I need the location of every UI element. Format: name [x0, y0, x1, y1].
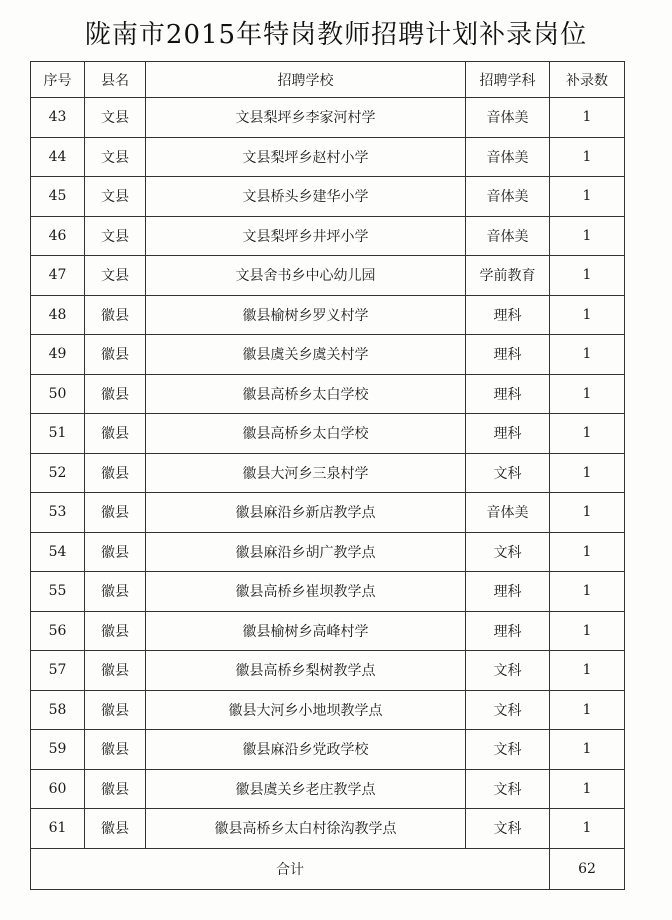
cell-school: 徽县榆树乡罗义村学	[146, 295, 466, 335]
cell-county: 徽县	[85, 572, 146, 612]
total-count: 62	[550, 848, 625, 889]
cell-no: 44	[31, 137, 85, 177]
cell-county: 文县	[85, 216, 146, 256]
cell-count: 1	[550, 532, 625, 572]
header-no: 序号	[31, 62, 85, 98]
cell-no: 52	[31, 453, 85, 493]
cell-county: 徽县	[85, 374, 146, 414]
cell-count: 1	[550, 809, 625, 849]
cell-school: 文县梨坪乡李家河村学	[146, 98, 466, 138]
cell-count: 1	[550, 690, 625, 730]
cell-county: 徽县	[85, 690, 146, 730]
cell-count: 1	[550, 572, 625, 612]
document-title: 陇南市2015年特岗教师招聘计划补录岗位	[84, 20, 588, 50]
cell-count: 1	[550, 374, 625, 414]
cell-no: 53	[31, 493, 85, 533]
table-row	[31, 335, 625, 375]
cell-count: 1	[550, 453, 625, 493]
cell-school: 徽县虞关乡虞关村学	[146, 335, 466, 375]
recruitment-table	[30, 61, 625, 890]
cell-no: 45	[31, 177, 85, 217]
cell-count: 1	[550, 98, 625, 138]
cell-subject: 音体美	[466, 98, 550, 138]
cell-school: 文县梨坪乡井坪小学	[146, 216, 466, 256]
table-row	[31, 809, 625, 849]
cell-count: 1	[550, 730, 625, 770]
table-row	[31, 611, 625, 651]
table-row	[31, 374, 625, 414]
cell-subject: 理科	[466, 374, 550, 414]
cell-county: 徽县	[85, 453, 146, 493]
cell-subject: 音体美	[466, 216, 550, 256]
cell-no: 49	[31, 335, 85, 375]
cell-no: 54	[31, 532, 85, 572]
cell-school: 徽县高桥乡崔坝教学点	[146, 572, 466, 612]
cell-subject: 文科	[466, 809, 550, 849]
cell-subject: 文科	[466, 730, 550, 770]
cell-no: 46	[31, 216, 85, 256]
cell-count: 1	[550, 414, 625, 454]
cell-school: 徽县高桥乡太白学校	[146, 414, 466, 454]
header-subject: 招聘学科	[466, 62, 550, 98]
table-row	[31, 177, 625, 217]
cell-no: 48	[31, 295, 85, 335]
cell-school: 徽县高桥乡太白学校	[146, 374, 466, 414]
cell-no: 60	[31, 769, 85, 809]
cell-no: 47	[31, 256, 85, 296]
cell-no: 50	[31, 374, 85, 414]
table-row	[31, 572, 625, 612]
cell-subject: 理科	[466, 572, 550, 612]
table-total-row	[31, 848, 625, 889]
cell-count: 1	[550, 769, 625, 809]
table-row	[31, 532, 625, 572]
cell-subject: 理科	[466, 295, 550, 335]
cell-subject: 文科	[466, 532, 550, 572]
cell-subject: 文科	[466, 690, 550, 730]
cell-count: 1	[550, 611, 625, 651]
cell-school: 文县梨坪乡赵村小学	[146, 137, 466, 177]
cell-school: 文县桥头乡建华小学	[146, 177, 466, 217]
cell-subject: 学前教育	[466, 256, 550, 296]
cell-county: 文县	[85, 137, 146, 177]
cell-county: 文县	[85, 98, 146, 138]
header-county: 县名	[85, 62, 146, 98]
cell-county: 徽县	[85, 493, 146, 533]
table-row	[31, 216, 625, 256]
cell-county: 徽县	[85, 611, 146, 651]
cell-count: 1	[550, 335, 625, 375]
cell-county: 徽县	[85, 414, 146, 454]
cell-count: 1	[550, 651, 625, 691]
cell-county: 徽县	[85, 730, 146, 770]
cell-county: 徽县	[85, 769, 146, 809]
cell-count: 1	[550, 216, 625, 256]
cell-no: 55	[31, 572, 85, 612]
cell-no: 57	[31, 651, 85, 691]
header-school: 招聘学校	[146, 62, 466, 98]
cell-school: 徽县高桥乡太白村徐沟教学点	[146, 809, 466, 849]
table-row	[31, 137, 625, 177]
cell-subject: 文科	[466, 651, 550, 691]
table-row	[31, 256, 625, 296]
table-header-row	[31, 62, 625, 98]
cell-count: 1	[550, 137, 625, 177]
cell-no: 43	[31, 98, 85, 138]
table-row	[31, 98, 625, 138]
cell-county: 文县	[85, 177, 146, 217]
cell-count: 1	[550, 295, 625, 335]
cell-county: 徽县	[85, 532, 146, 572]
cell-school: 徽县高桥乡梨树教学点	[146, 651, 466, 691]
table-row	[31, 414, 625, 454]
cell-subject: 文科	[466, 453, 550, 493]
cell-school: 徽县榆树乡高峰村学	[146, 611, 466, 651]
cell-county: 徽县	[85, 651, 146, 691]
cell-count: 1	[550, 493, 625, 533]
header-count: 补录数	[550, 62, 625, 98]
cell-no: 61	[31, 809, 85, 849]
cell-subject: 文科	[466, 769, 550, 809]
cell-subject: 理科	[466, 414, 550, 454]
cell-no: 58	[31, 690, 85, 730]
cell-no: 51	[31, 414, 85, 454]
table-row	[31, 651, 625, 691]
table-row	[31, 690, 625, 730]
cell-county: 徽县	[85, 335, 146, 375]
cell-subject: 音体美	[466, 493, 550, 533]
cell-subject: 理科	[466, 611, 550, 651]
cell-school: 徽县大河乡小地坝教学点	[146, 690, 466, 730]
cell-school: 徽县虞关乡老庄教学点	[146, 769, 466, 809]
cell-no: 56	[31, 611, 85, 651]
cell-county: 徽县	[85, 295, 146, 335]
cell-school: 徽县麻沿乡新店教学点	[146, 493, 466, 533]
table-row	[31, 730, 625, 770]
cell-count: 1	[550, 256, 625, 296]
cell-school: 徽县大河乡三泉村学	[146, 453, 466, 493]
cell-no: 59	[31, 730, 85, 770]
table-row	[31, 295, 625, 335]
cell-subject: 音体美	[466, 177, 550, 217]
table-row	[31, 493, 625, 533]
cell-county: 文县	[85, 256, 146, 296]
cell-school: 文县舍书乡中心幼儿园	[146, 256, 466, 296]
cell-count: 1	[550, 177, 625, 217]
cell-school: 徽县麻沿乡党政学校	[146, 730, 466, 770]
table-row	[31, 453, 625, 493]
total-label: 合计	[31, 848, 550, 889]
cell-subject: 理科	[466, 335, 550, 375]
cell-subject: 音体美	[466, 137, 550, 177]
cell-school: 徽县麻沿乡胡广教学点	[146, 532, 466, 572]
cell-county: 徽县	[85, 809, 146, 849]
table-body	[31, 98, 625, 849]
table-row	[31, 769, 625, 809]
